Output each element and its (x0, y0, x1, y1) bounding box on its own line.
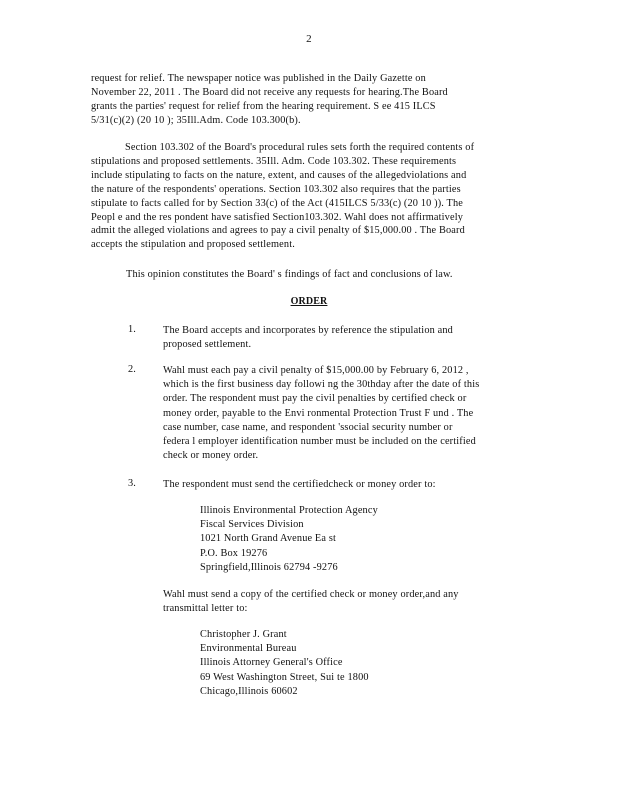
address-line: Christopher J. Grant (200, 629, 287, 640)
text-line: November 22, 2011 . The Board did not receive any requests for hearing.The Board (91, 86, 448, 98)
item-number: 1. (128, 324, 137, 335)
text-line: transmittal letter to: (163, 603, 248, 615)
address-line: 1021 North Grand Avenue Ea st (200, 533, 336, 545)
text-line: case number, case name, and respondent 'ssocial security number or (163, 421, 453, 433)
order-item-2 (163, 364, 515, 463)
item-number: 3. (128, 478, 137, 489)
agency-address (200, 504, 378, 575)
text-line: stipulations and proposed settlements. 35Ill. Adm. Code 103.302. These requirements (91, 155, 457, 167)
text-line: check or money order. (163, 450, 259, 462)
text-line: money order, payable to the Envi ronmental Protection Trust F und . The (163, 407, 474, 419)
text-line: request for relief. The newspaper notice was published in the Daily Gazette on (91, 73, 426, 84)
address-line: Illinois Attorney General's Office (200, 657, 343, 669)
address-line: P.O. Box 19276 (200, 547, 268, 559)
paragraph-opinion: This opinion constitutes the Board' s findings of fact and conclusions of law. (126, 269, 453, 280)
text-line: Section 103.302 of the Board's procedural rules sets forth the required contents of (125, 142, 475, 153)
address-line: Environmental Bureau (200, 643, 297, 655)
text-line: Peopl e and the res pondent have satisfied Section103.302. Wahl does not affirmatively (91, 211, 463, 223)
address-line: 69 West Washington Street, Sui te 1800 (200, 671, 369, 683)
order-item-1 (163, 324, 515, 352)
address-line: Fiscal Services Division (200, 519, 304, 531)
text-line: the nature of the respondents' operations. Section 103.302 also requires that the parties (91, 183, 461, 195)
order-item-3 (163, 478, 515, 492)
address-line: Springfield,Illinois 62794 -9276 (200, 561, 338, 573)
address-line: Illinois Environmental Protection Agency (200, 505, 378, 516)
text-line: Wahl must send a copy of the certified check or money order,and any (163, 589, 459, 600)
order-heading: ORDER (290, 296, 328, 307)
text-line: Wahl must each pay a civil penalty of $15,000.00 by February 6, 2012 , (163, 365, 469, 376)
text-line: admit the alleged violations and agrees to pay a civil penalty of $15,000.00 . The Board (91, 225, 465, 237)
text-line: grants the parties' request for relief from the hearing requirement. S ee 415 ILCS (91, 100, 436, 112)
copy-instruction (163, 588, 515, 616)
attorney-address (200, 628, 369, 699)
text-line: The respondent must send the certifiedcheck or money order to: (163, 479, 436, 490)
text-line: which is the first business day followi ng the 30thday after the date of this (163, 379, 480, 391)
text-line: The Board accepts and incorporates by reference the stipulation and (163, 325, 453, 336)
page-number: 2 (306, 33, 312, 45)
text-line: order. The respondent must pay the civil penalties by certified check or (163, 393, 467, 405)
text-line: 5/31(c)(2) (20 10 ); 35Ill.Adm. Code 103.300(b). (91, 114, 301, 126)
address-line: Chicago,Illinois 60602 (200, 685, 298, 697)
text-line: proposed settlement. (163, 339, 252, 351)
paragraph-section-103302 (91, 141, 523, 252)
text-line: accepts the stipulation and proposed settlement. (91, 239, 295, 251)
paragraph-relief (91, 72, 523, 128)
text-line: include stipulating to facts on the nature, extent, and causes of the allegedviolations and (91, 169, 467, 181)
text-line: federa l employer identification number must be included on the certified (163, 436, 476, 448)
text-line: stipulate to facts called for by Section 33(c) of the Act (415ILCS 5/33(c) (20 10 )). The (91, 197, 464, 209)
item-number: 2. (128, 364, 137, 375)
